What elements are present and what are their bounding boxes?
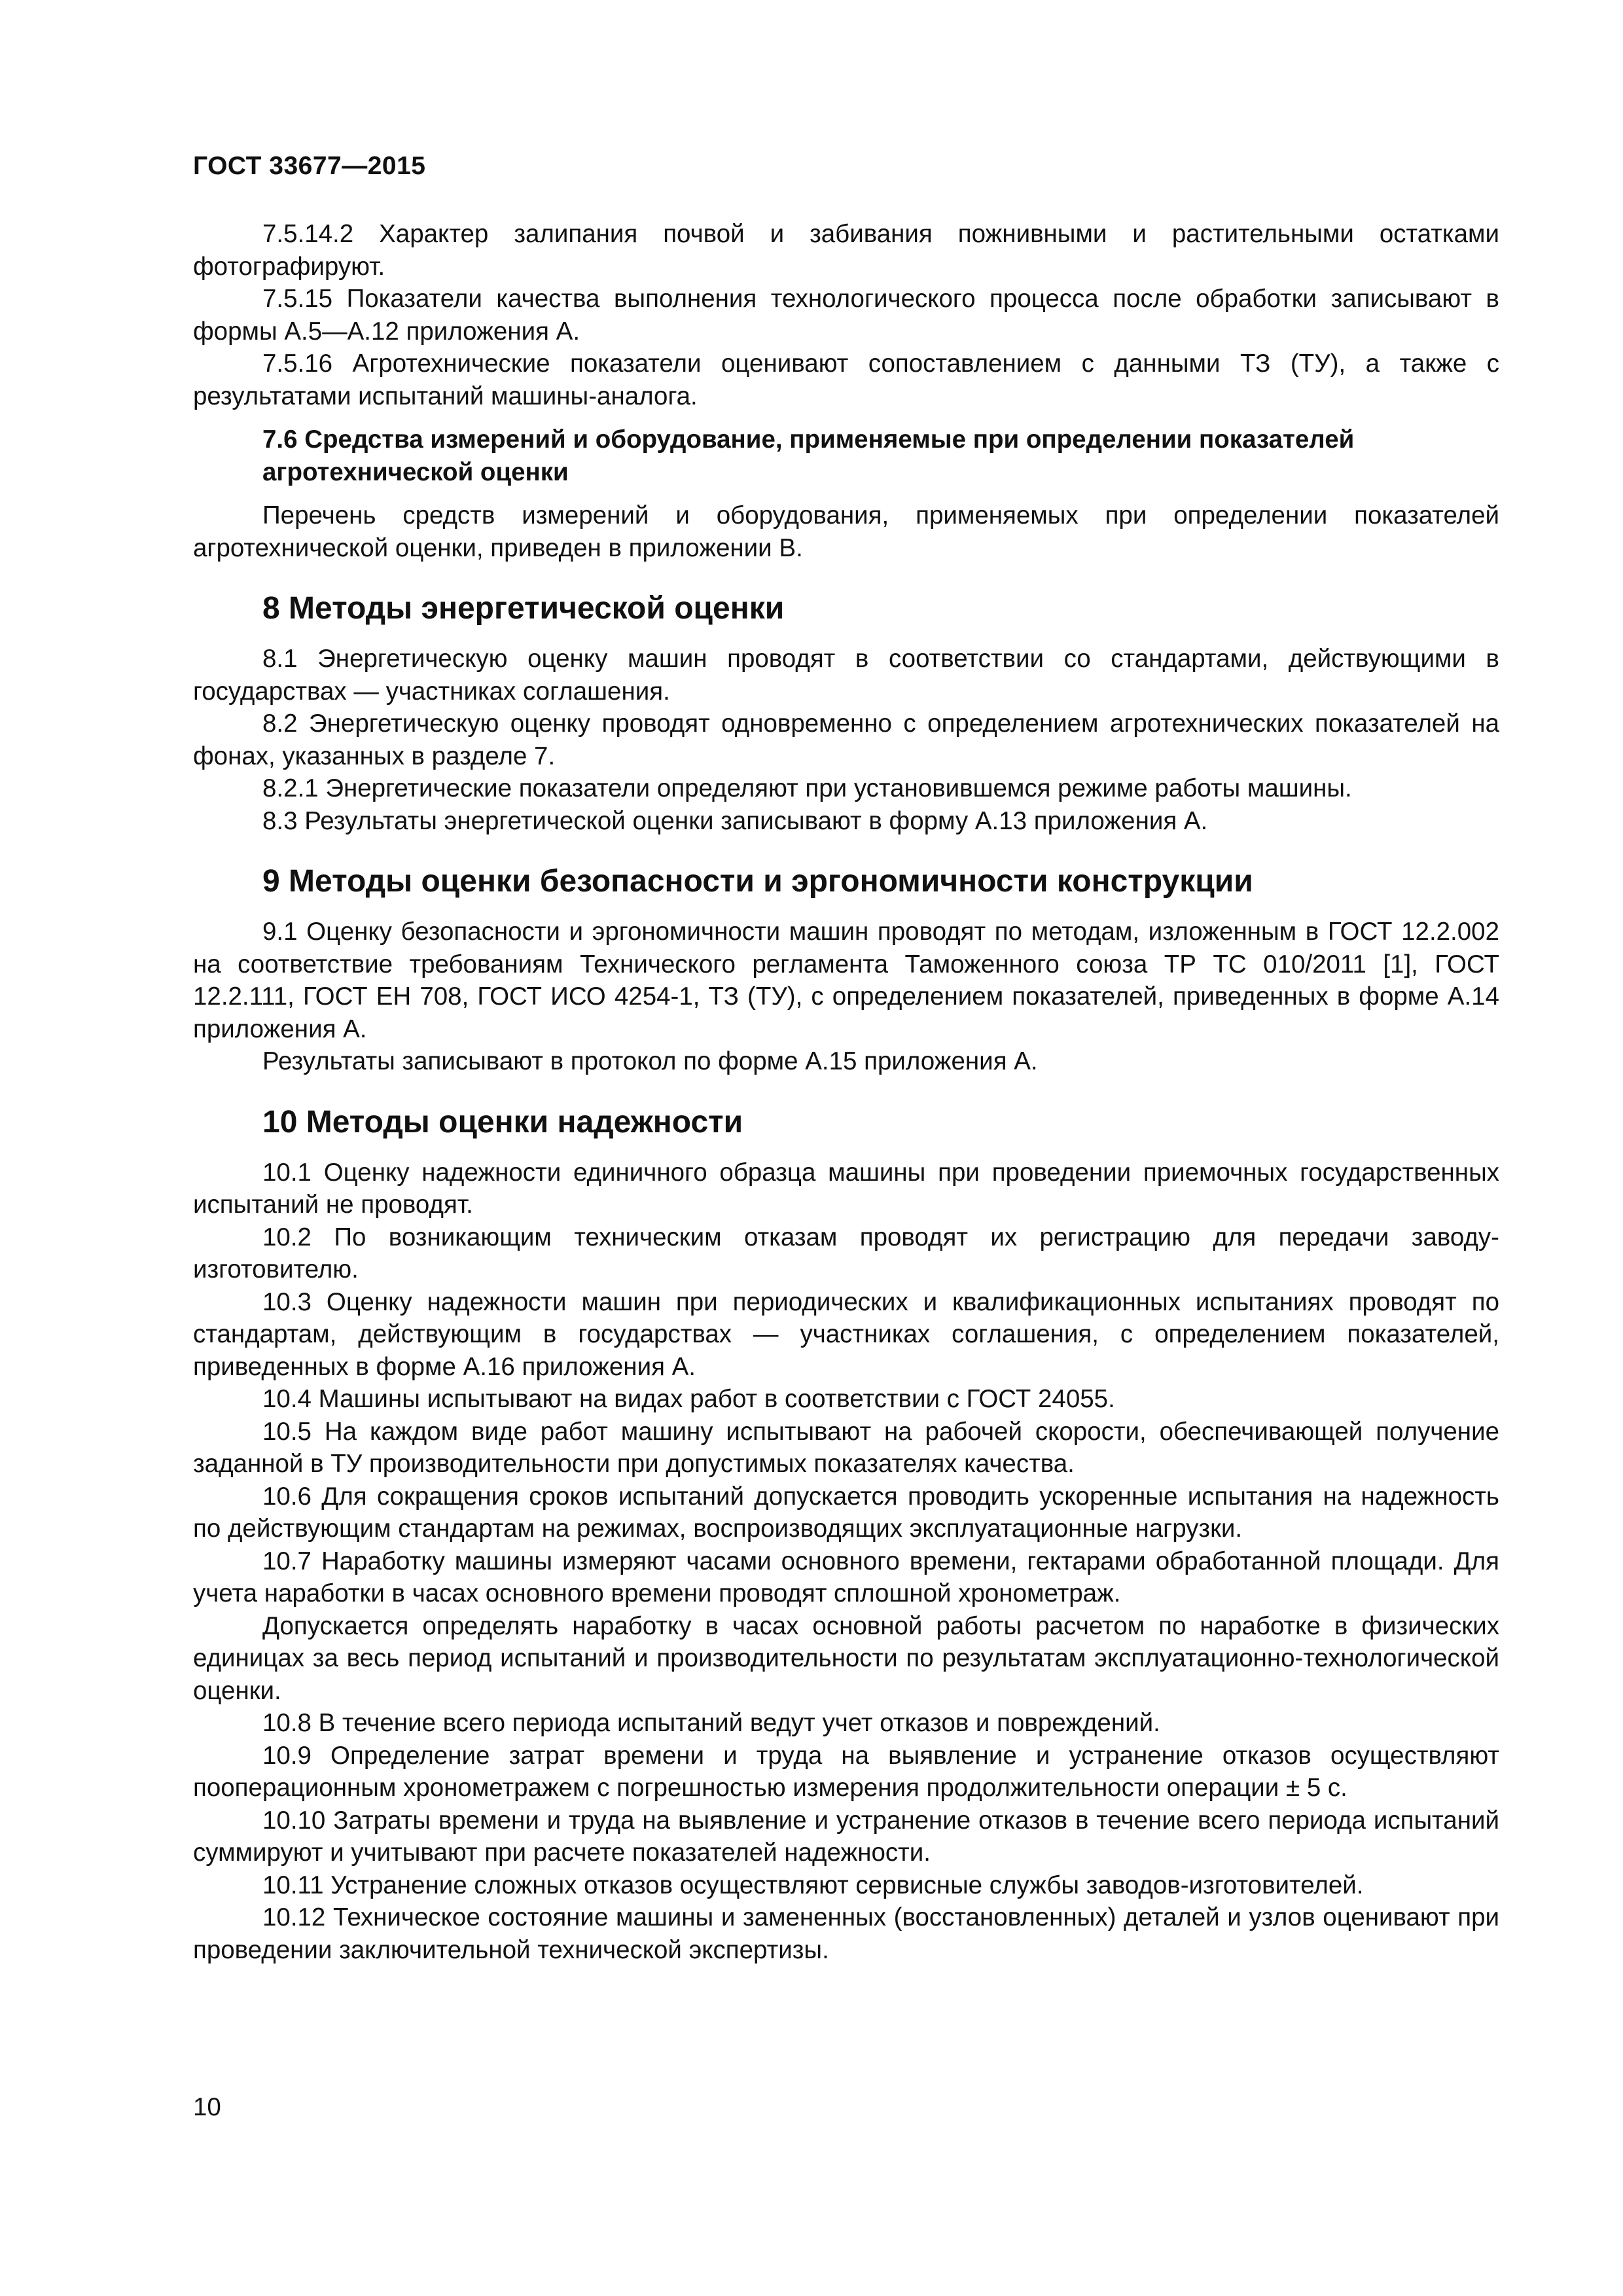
paragraph-8-2: 8.2 Энергетическую оценку проводят одновременно с определением агротехнических показателей на фонах, указанных в разделе 7.	[193, 709, 1499, 770]
paragraph-10-2: 10.2 По возникающим техническим отказам проводят их регистрацию для передачи заводу-изготовителю.	[193, 1223, 1499, 1283]
paragraph-9-1: 9.1 Оценку безопасности и эргономичности машин проводят по методам, изложенным в ГОСТ 12.2.002 на соответствие требованиям Технического регламента Таможенного союза ТР ТС 010/2011 [1], ГОСТ 12.2.111, ГОСТ ЕН 708, ГОСТ ИСО 4254-1, ТЗ (ТУ), с определением показателей, приведенных в форме А.14 приложения А.	[193, 918, 1499, 1043]
document-header: ГОСТ 33677—2015	[193, 152, 426, 180]
section-heading-9: 9 Методы оценки безопасности и эргономичности конструкции	[262, 864, 1253, 899]
paragraph-7-6: Перечень средств измерений и оборудования, применяемых при определении показателей агротехнической оценки, приведен в приложении В.	[193, 501, 1499, 562]
paragraph-10-6: 10.6 Для сокращения сроков испытаний допускается проводить ускоренные испытания на надежность по действующим стандартам на режимах, воспроизводящих эксплуатационные нагрузки.	[193, 1482, 1499, 1543]
paragraph-10-10: 10.10 Затраты времени и труда на выявление и устранение отказов в течение всего периода испытаний суммируют и учитывают при расчете показателей надежности.	[193, 1806, 1499, 1867]
section-heading-8: 8 Методы энергетической оценки	[262, 591, 785, 626]
paragraph-10-4: 10.4 Машины испытывают на видах работ в соответствии с ГОСТ 24055.	[262, 1385, 1115, 1413]
paragraph-8-1: 8.1 Энергетическую оценку машин проводят в соответствии со стандартами, действующими в государствах — участниках соглашения.	[193, 645, 1499, 706]
paragraph-10-12: 10.12 Техническое состояние машины и замененных (восстановленных) деталей и узлов оценивают при проведении заключительной технической экспертизы.	[193, 1903, 1499, 1964]
paragraph-10-5: 10.5 На каждом виде работ машину испытывают на рабочей скорости, обеспечивающей получение заданной в ТУ производительности при допустимых показателях качества.	[193, 1417, 1499, 1478]
paragraph-10-9: 10.9 Определение затрат времени и труда на выявление и устранение отказов осуществляют пооперационным хронометражем с погрешностью измерения продолжительности операции ± 5 с.	[193, 1741, 1499, 1802]
paragraph-7-5-14-2: 7.5.14.2 Характер залипания почвой и забивания пожнивными и растительными остатками фотографируют.	[193, 220, 1499, 281]
paragraph-10-7: 10.7 Наработку машины измеряют часами основного времени, гектарами обработанной площади. Для учета наработки в часах основного времени проводят сплошной хронометраж.	[193, 1547, 1499, 1607]
paragraph-7-5-15: 7.5.15 Показатели качества выполнения технологического процесса после обработки записывают в формы А.5—А.12 приложения А.	[193, 285, 1499, 346]
paragraph-10-11: 10.11 Устранение сложных отказов осуществляют сервисные службы заводов-изготовителей.	[262, 1871, 1364, 1899]
subsection-heading-7-6: 7.6 Средства измерений и оборудование, применяемые при определении показателей агротехнической оценки	[262, 425, 1355, 486]
paragraph-9-results: Результаты записывают в протокол по форме А.15 приложения А.	[262, 1047, 1038, 1075]
paragraph-10-3: 10.3 Оценку надежности машин при периодических и квалификационных испытаниях проводят по стандартам, действующим в государствах — участниках соглашения, с определением показателей, приведенных в форме А.16 приложения А.	[193, 1287, 1499, 1381]
document-body	[193, 218, 1499, 1966]
paragraph-7-5-16: 7.5.16 Агротехнические показатели оценивают сопоставлением с данными ТЗ (ТУ), а также с результатами испытаний машины-аналога.	[193, 350, 1499, 410]
paragraph-10-8: 10.8 В течение всего периода испытаний ведут учет отказов и повреждений.	[262, 1709, 1160, 1737]
paragraph-10-7-note: Допускается определять наработку в часах основной работы расчетом по наработке в физических единицах за весь период испытаний и производительности по результатам эксплуатационно-технологической оценки.	[193, 1611, 1499, 1705]
page-number: 10	[193, 2093, 221, 2121]
section-heading-10: 10 Методы оценки надежности	[262, 1104, 743, 1139]
paragraph-8-3: 8.3 Результаты энергетической оценки записывают в форму А.13 приложения А.	[262, 806, 1208, 835]
paragraph-8-2-1: 8.2.1 Энергетические показатели определяют при установившемся режиме работы машины.	[262, 774, 1352, 802]
paragraph-10-1: 10.1 Оценку надежности единичного образца машины при проведении приемочных государственных испытаний не проводят.	[193, 1158, 1499, 1219]
